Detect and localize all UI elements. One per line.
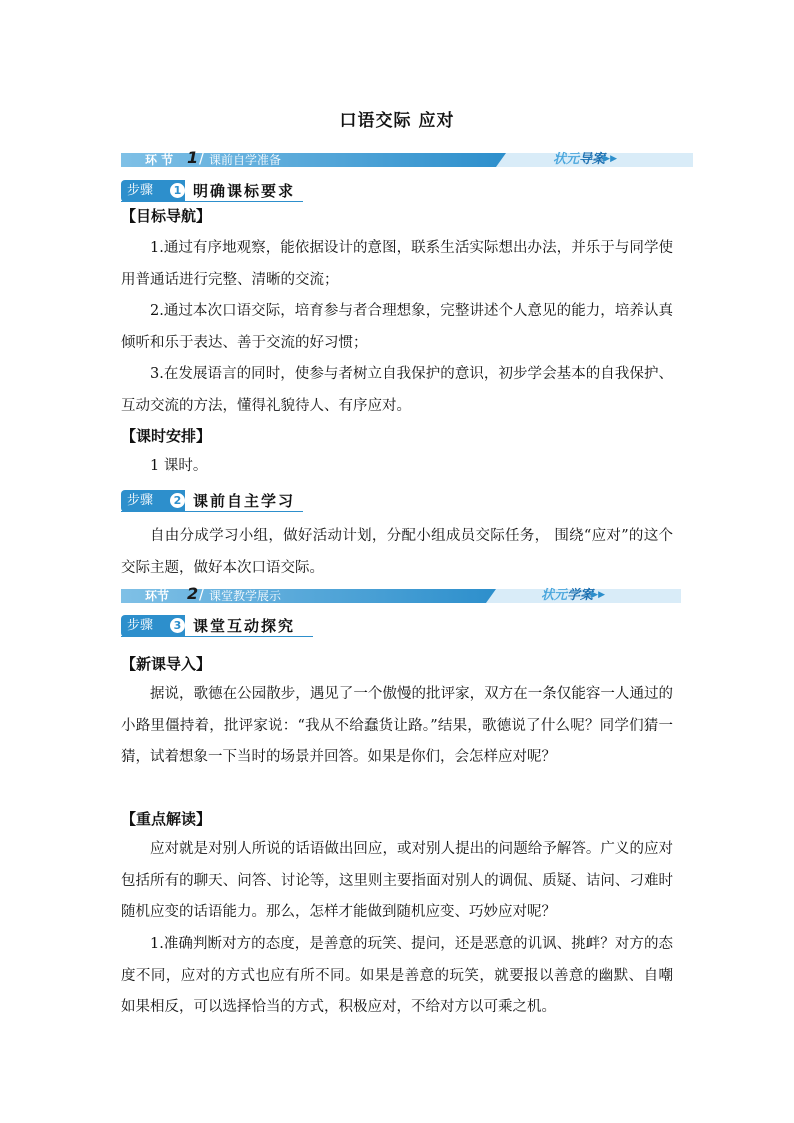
section-banner-2 xyxy=(121,586,681,605)
step-number-icon: 2 xyxy=(170,493,185,508)
goal-item-2: 2.通过本次口语交际，培育参与者合理想象，完整讲述个人意见的能力，培养认真倾听和乐于表达、善于交流的好习惯； xyxy=(121,303,673,351)
goal-heading: 【目标导航】 xyxy=(121,207,212,225)
banner-text: 课前自学准备 xyxy=(209,153,282,167)
key-text-1: 应对就是对别人所说的话语做出回应，或对别人提出的问题给予解答。广义的应对包括所有的聊天、问答、讨论等，这里则主要指面对别人的调侃、质疑、诘问、刁难时随机应变的话语能力。那么，怎样才能做到随机应变、巧妙应对呢？ xyxy=(121,841,673,920)
step-tag: 步骤 xyxy=(121,615,185,637)
step-2-text: 自由分成学习小组，做好活动计划，分配小组成员交际任务， 围绕“应对”的这个交际主题，做好本次口语交际。 xyxy=(121,528,673,576)
banner-head: 环 节 xyxy=(145,153,174,167)
section-banner-1 xyxy=(121,150,693,169)
step-tag: 步骤 xyxy=(121,180,185,202)
banner-number: 2 xyxy=(187,584,199,603)
schedule-text: 1 课时。 xyxy=(150,458,208,474)
banner-right-label: 状元导案 xyxy=(552,152,605,167)
banner-slash: / xyxy=(199,585,205,603)
step-number-icon: 1 xyxy=(170,183,185,198)
banner-text: 课堂教学展示 xyxy=(209,589,282,603)
double-arrow-icon: ▶▶ xyxy=(591,590,605,600)
document-title: 口语交际 应对 xyxy=(339,111,455,131)
banner-slash: / xyxy=(199,149,205,167)
key-heading: 【重点解读】 xyxy=(121,810,212,828)
step-title: 明确课标要求 xyxy=(193,182,296,200)
step-number-icon: 3 xyxy=(170,618,185,633)
banner-head: 环节 xyxy=(145,589,170,603)
goal-item-3: 3.在发展语言的同时，使参与者树立自我保护的意识，初步学会基本的自我保护、互动交流的方法，懂得礼貌待人、有序应对。 xyxy=(121,366,673,414)
schedule-heading: 【课时安排】 xyxy=(121,427,212,445)
key-text-2: 1.准确判断对方的态度，是善意的玩笑、提问，还是恶意的讥讽、挑衅？对方的态度不同，应对的方式也应有所不同。如果是善意的玩笑，就要报以善意的幽默、自嘲 如果相反，可以选择恰当的方式，积极应对，不给对方以可乘之机。 xyxy=(121,936,673,1015)
intro-text: 据说，歌德在公园散步，遇见了一个傲慢的批评家，双方在一条仅能容一人通过的小路里僵持着，批评家说：“我从不给蠢货让路。”结果，歌德说了什么呢？同学们猜一猜，试着想象一下当时的场景并回答。如果是你们，会怎样应对呢？ xyxy=(121,686,673,765)
banner-right-label: 状元学案 xyxy=(540,588,593,603)
step-title: 课堂互动探究 xyxy=(193,617,296,635)
goal-item-1: 1.通过有序地观察，能依据设计的意图，联系生活实际想出办法，并乐于与同学使用普通话进行完整、清晰的交流； xyxy=(121,240,673,288)
double-arrow-icon: ▶▶ xyxy=(603,154,617,164)
banner-number: 1 xyxy=(187,148,199,167)
step-title: 课前自主学习 xyxy=(193,492,296,510)
intro-heading: 【新课导入】 xyxy=(121,655,212,673)
step-tag: 步骤 xyxy=(121,490,185,512)
